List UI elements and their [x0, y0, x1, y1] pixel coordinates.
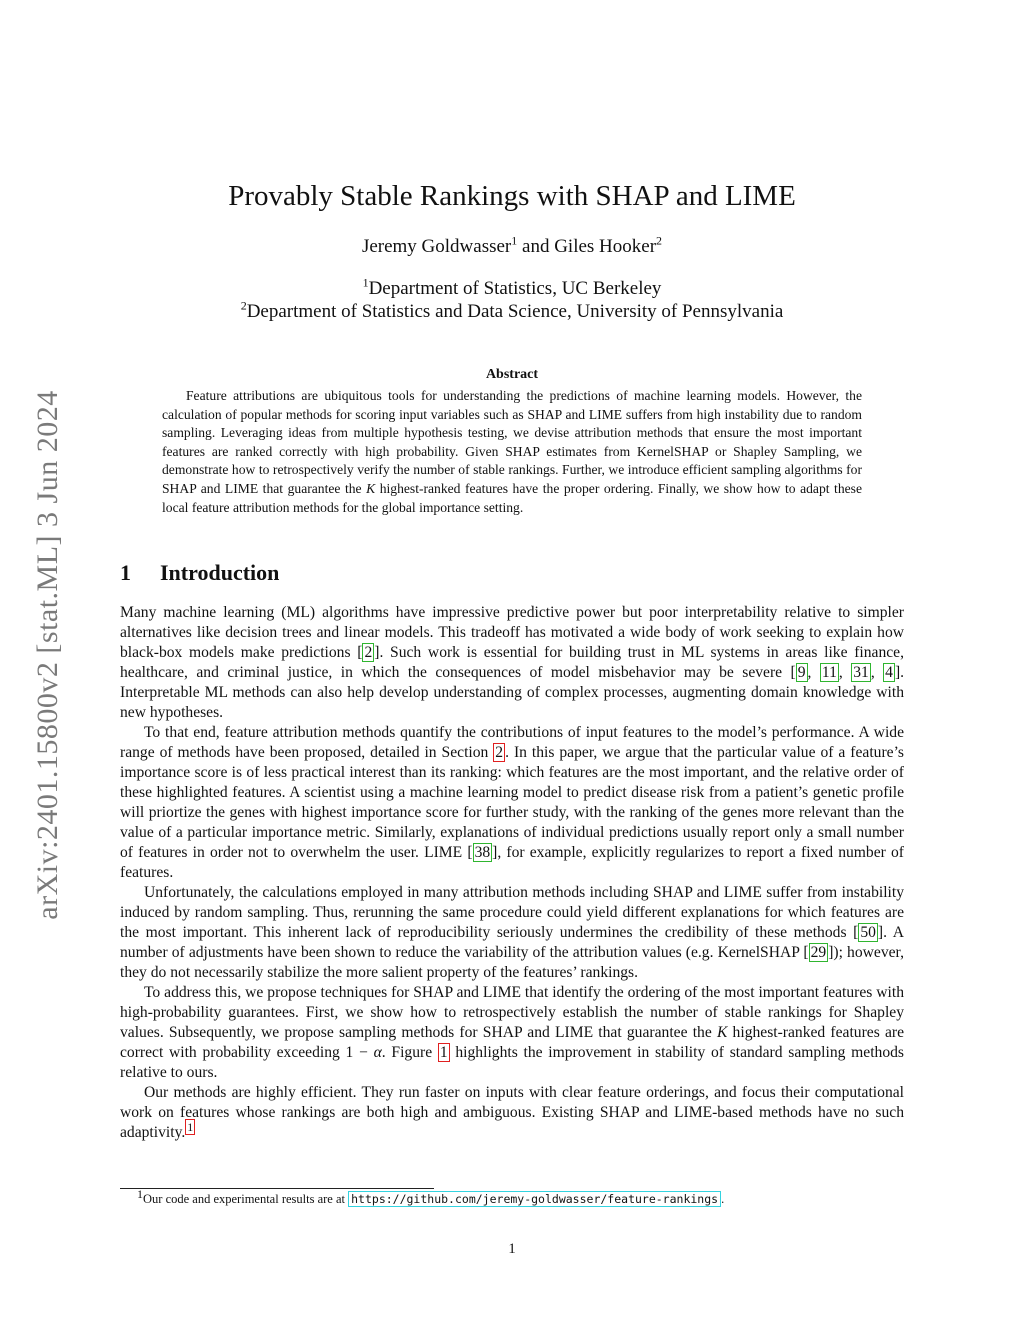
citation-link[interactable]: 31 — [853, 664, 869, 681]
footnote-end: . — [721, 1192, 725, 1206]
citation-link[interactable]: 29 — [810, 944, 827, 961]
abstract-body: Feature attributions are ubiquitous tools for understanding the predictions of machine learning models. However, the calculation of popular methods for scoring input variables such as SHAP and LIME suffers from high instability due to random sampling. Leveraging ideas from multiple hypothesis testing, we devise attribution methods that ensure the most important features are ranked correctly with high probability. Given SHAP estimates from KernelSHAP or Shapley Sampling, we demonstrate how to retrospectively verify the number of stable rankings. Further, we introduce efficient sampling algorithms for SHAP and LIME that guarantee the K highest-ranked features have the proper ordering. Finally, we show how to adapt these local feature attribution methods for the global importance setting. — [162, 388, 862, 515]
paragraph-3 — [120, 883, 904, 983]
text-run: ]. Such work is essential for building trust in ML systems in areas like finance, healthcare, and criminal justice, in which the consequences of model misbehavior may be severe [ — [120, 644, 904, 681]
author-name: Jeremy Goldwasser — [361, 236, 512, 257]
text-run: . In this paper, we argue that the particular value of a feature’s importance score is of less practical interest than its ranking: which features are the most important, and the relative order of these highlighted features. A scientist using a machine learning model to predict disease risk from a patient’s genetic profile will priortize the genes with highest importance score for further study, with the ranking of the genes more relevant than the value of a particular importance metric. Similarly, explanations of individual predictions usually report only a small number of features in order not to overwhelm the user. LIME [ — [120, 744, 904, 861]
abstract-heading: Abstract — [485, 367, 539, 382]
citation-link[interactable]: 9 — [797, 664, 806, 681]
citation-link[interactable]: 38 — [474, 844, 491, 861]
footnote-rule — [120, 1188, 434, 1189]
text-run: Many machine learning (ML) algorithms have impressive predictive power but poor interpretability relative to simpler alternatives like decision trees and linear models. This tradeoff has motivated a wide body of work seeking to explain how black-box models make predictions [ — [120, 604, 904, 661]
math-k: K — [716, 1024, 728, 1041]
author-line — [0, 233, 1024, 258]
affiliation-text: Department of Statistics and Data Science, University of Pennsylvania — [246, 301, 784, 322]
author-affil-mark: 1 — [511, 233, 518, 248]
footnote-text: Our code and experimental results are at — [143, 1192, 349, 1206]
paragraph-1: Many machine learning (ML) algorithms have impressive predictive power but poor interpretability relative to simpler alternatives like decision trees and linear models. This tradeoff has motivated a wide body of work seeking to explain how black-box models make predictions [ 2 ]. Such work is essential for building trust in ML systems in areas like finance, healthcare, and criminal justice, in which the consequences of model misbehavior may be severe [ 9 , 11 , 31 , 4 ]. Interpretable ML methods can also help develop understanding of complex processes, augmenting domain knowledge with new hypotheses. — [120, 604, 905, 721]
footnote — [137, 1186, 725, 1207]
text-run: highest-ranked features are correct with probability exceeding 1 − — [120, 1024, 905, 1061]
page-number: 1 — [508, 1241, 516, 1257]
citation-link[interactable]: 2 — [364, 644, 373, 661]
text-run: To address this, we propose techniques for SHAP and LIME that identify the ordering of the most important features with high-probability guarantees. First, we show how to retrospectively establish the number of stable rankings for Shapley values. Subsequently, we propose sampling methods for SHAP and LIME that guarantee the — [120, 984, 904, 1041]
author-joiner: and — [517, 236, 555, 257]
text-run: Unfortunately, the calculations employed in many attribution methods including SHAP and LIME suffer from instability induced by random sampling. Thus, rerunning the same procedure could yield different explanations for which features are the most important. This inherent lack of reproducibility seriously undermines the credibility of these methods [ — [120, 884, 904, 941]
section-heading — [120, 560, 279, 586]
text-run: . Figure — [381, 1044, 438, 1061]
text-run: ]. Interpretable ML methods can also help develop understanding of complex processes, augmenting domain knowledge with new hypotheses. — [120, 664, 905, 721]
figure-reference-link[interactable]: 1 — [439, 1044, 448, 1061]
text-run: Our methods are highly efficient. They run faster on inputs with clear feature orderings, and focus their computational work on features whose rankings are both high and ambiguous. Existing SHAP and LIME-based methods have no such adaptivity. — [120, 1084, 904, 1141]
text-run: To that end, feature attribution methods quantify the contributions of input features to the model’s performance. A wide range of methods have been proposed, detailed in Section — [120, 724, 904, 761]
section-number: 1 — [120, 560, 131, 585]
section-reference-link[interactable]: 2 — [495, 744, 504, 761]
github-url-link[interactable]: https://github.com/jeremy-goldwasser/feature-rankings — [348, 1191, 721, 1207]
paragraph-4 — [120, 983, 904, 1083]
affiliation-2 — [0, 298, 1024, 323]
paragraph-5 — [120, 1083, 904, 1143]
arxiv-identifier-stamp: arXiv:2401.15800v2 [stat.ML] 3 Jun 2024 — [31, 390, 64, 920]
math-alpha: α — [373, 1044, 382, 1061]
affiliation-mark: 1 — [362, 275, 369, 290]
introduction-body — [120, 603, 904, 1143]
text-run: ]); however, they do not necessarily stabilize the more salient property of the features’ rankings. — [120, 944, 904, 981]
citation-link[interactable]: 11 — [821, 664, 837, 681]
text-run: highlights the improvement in stability of standard sampling methods relative to ours. — [120, 1044, 904, 1081]
affiliation-text: Department of Statistics, UC Berkeley — [368, 278, 662, 299]
author-name: Giles Hooker — [554, 236, 657, 257]
paragraph-2 — [120, 723, 904, 883]
footnote-reference-link[interactable]: 1 — [187, 1119, 194, 1134]
author-affil-mark: 2 — [656, 233, 663, 248]
text-run: ]. A number of adjustments have been shown to reduce the variability of the attribution values (e.g. KernelSHAP [ — [120, 924, 904, 961]
text-run: ], for example, explicitly regularizes to report a fixed number of features. — [120, 844, 904, 881]
section-title: Introduction — [160, 560, 280, 585]
affiliation-1 — [0, 275, 1024, 300]
citation-link[interactable]: 50 — [860, 924, 876, 941]
paper-title: Provably Stable Rankings with SHAP and LIME — [228, 180, 796, 212]
affiliation-mark: 2 — [240, 298, 247, 313]
citation-link[interactable]: 4 — [885, 664, 893, 681]
footnote-mark: 1 — [137, 1186, 143, 1201]
